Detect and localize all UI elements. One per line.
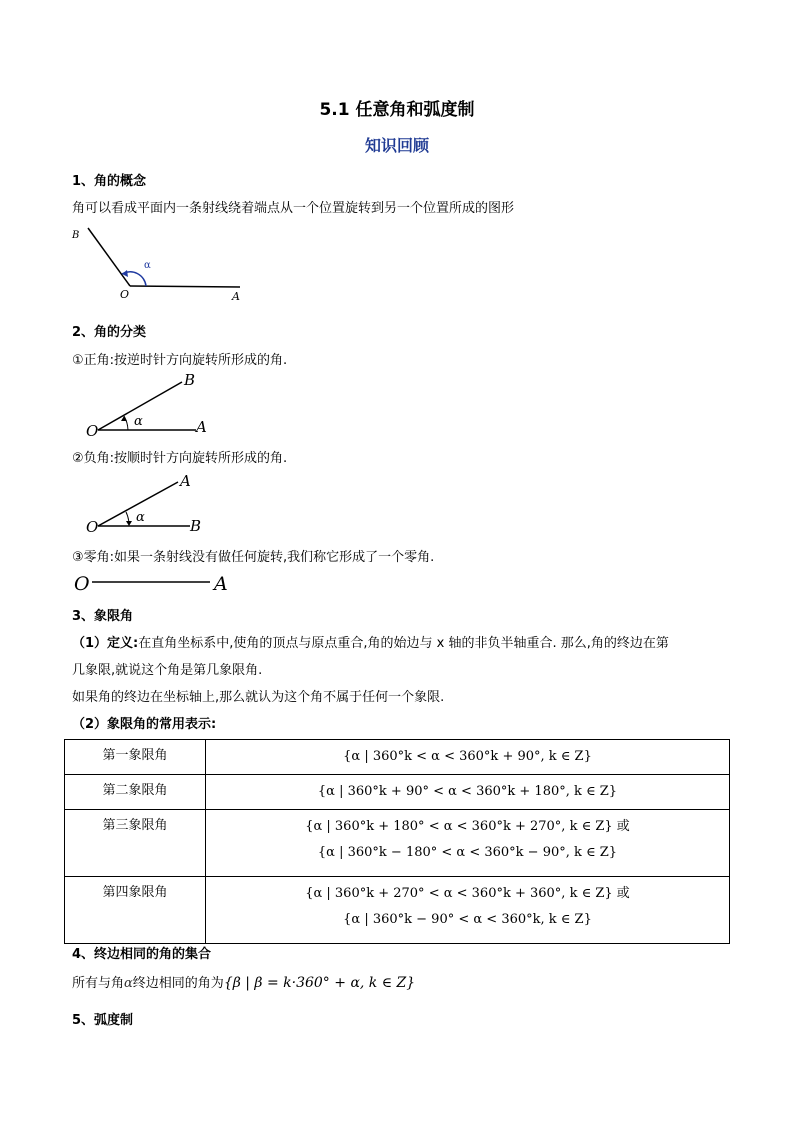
heading-quadrant-angle: 3、象限角: [72, 609, 134, 624]
quadrant-name: 第二象限角: [65, 775, 206, 810]
table-row: [65, 740, 730, 775]
quadrant-expression: [206, 740, 730, 775]
alpha-symbol: α: [124, 976, 133, 991]
negative-angle-text: ②负角:按顺时针方向旋转所形成的角.: [72, 451, 288, 466]
definition-line-2: 几象限,就说这个角是第几象限角.: [72, 663, 263, 678]
quadrant-expression: [206, 810, 730, 877]
label-a: A: [196, 418, 207, 436]
negative-angle-figure: [82, 466, 222, 538]
positive-angle-figure: [82, 368, 222, 440]
quadrant-angle-table: [64, 739, 730, 944]
label-alpha: α: [136, 510, 145, 525]
label-o: O: [86, 518, 99, 536]
label-b: B: [184, 371, 196, 389]
zero-angle-figure: [70, 568, 240, 596]
table-row: [65, 775, 730, 810]
definition-label: （1）定义:: [72, 636, 139, 651]
label-alpha: α: [144, 260, 151, 271]
expression-line: {α | 360°k + 270° < α < 360°k + 360°, k ∈ Z} 或: [305, 886, 630, 901]
label-b: B: [72, 230, 80, 241]
coterminal-middle: 终边相同的角为: [132, 976, 224, 991]
label-o: O: [86, 422, 99, 440]
section-subtitle: 知识回顾: [364, 136, 429, 155]
positive-angle-text: ①正角:按逆时针方向旋转所形成的角.: [72, 353, 288, 368]
expression-line: {α | 360°k + 180° < α < 360°k + 270°, k ∈ Z} 或: [305, 819, 630, 834]
common-representation-label: （2）象限角的常用表示:: [72, 717, 217, 732]
expression-line: {α | 360°k + 90° < α < 360°k + 180°, k ∈ Z}: [317, 784, 618, 799]
definition-text: 在直角坐标系中,使角的顶点与原点重合,角的始边与 x 轴的非负半轴重合. 那么,角的终边在第: [138, 636, 669, 651]
coterminal-set-expression: {β | β = k·360° + α, k ∈ Z}: [223, 975, 416, 991]
table-row: [65, 810, 730, 877]
expression-line: {α | 360°k − 90° < α < 360°k, k ∈ Z}: [343, 912, 592, 927]
zero-angle-text: ③零角:如果一条射线没有做任何旋转,我们称它形成了一个零角.: [72, 550, 435, 565]
ray-ob: [88, 228, 130, 286]
label-a: A: [180, 472, 191, 490]
definition-line-1: [72, 632, 669, 651]
label-o: O: [74, 573, 90, 595]
table-row: [65, 877, 730, 944]
quadrant-expression: [206, 877, 730, 944]
coterminal-prefix: 所有与角: [72, 976, 125, 991]
label-o: O: [120, 288, 130, 301]
label-a: A: [214, 573, 228, 595]
quadrant-name: 第三象限角: [65, 810, 206, 877]
label-a: A: [232, 290, 240, 303]
heading-angle-classification: 2、角的分类: [72, 325, 147, 340]
quadrant-name: 第一象限角: [65, 740, 206, 775]
label-alpha: α: [134, 414, 143, 429]
quadrant-name: 第四象限角: [65, 877, 206, 944]
quadrant-expression: [206, 775, 730, 810]
coterminal-text: [72, 972, 415, 991]
heading-radian: 5、弧度制: [72, 1013, 134, 1028]
angle-concept-figure: [60, 220, 260, 306]
label-b: B: [190, 517, 202, 535]
ray-oa: [130, 286, 240, 287]
angle-concept-text: 角可以看成平面内一条射线绕着端点从一个位置旋转到另一个位置所成的图形: [72, 201, 515, 216]
expression-line: {α | 360°k − 180° < α < 360°k − 90°, k ∈ Z}: [317, 845, 618, 860]
heading-angle-concept: 1、角的概念: [72, 174, 147, 189]
page-title: 5.1 任意角和弧度制: [319, 100, 475, 120]
heading-coterminal-set: 4、终边相同的角的集合: [72, 947, 212, 962]
definition-line-3: 如果角的终边在坐标轴上,那么就认为这个角不属于任何一个象限.: [72, 690, 445, 705]
expression-line: {α | 360°k < α < 360°k + 90°, k ∈ Z}: [343, 749, 592, 764]
